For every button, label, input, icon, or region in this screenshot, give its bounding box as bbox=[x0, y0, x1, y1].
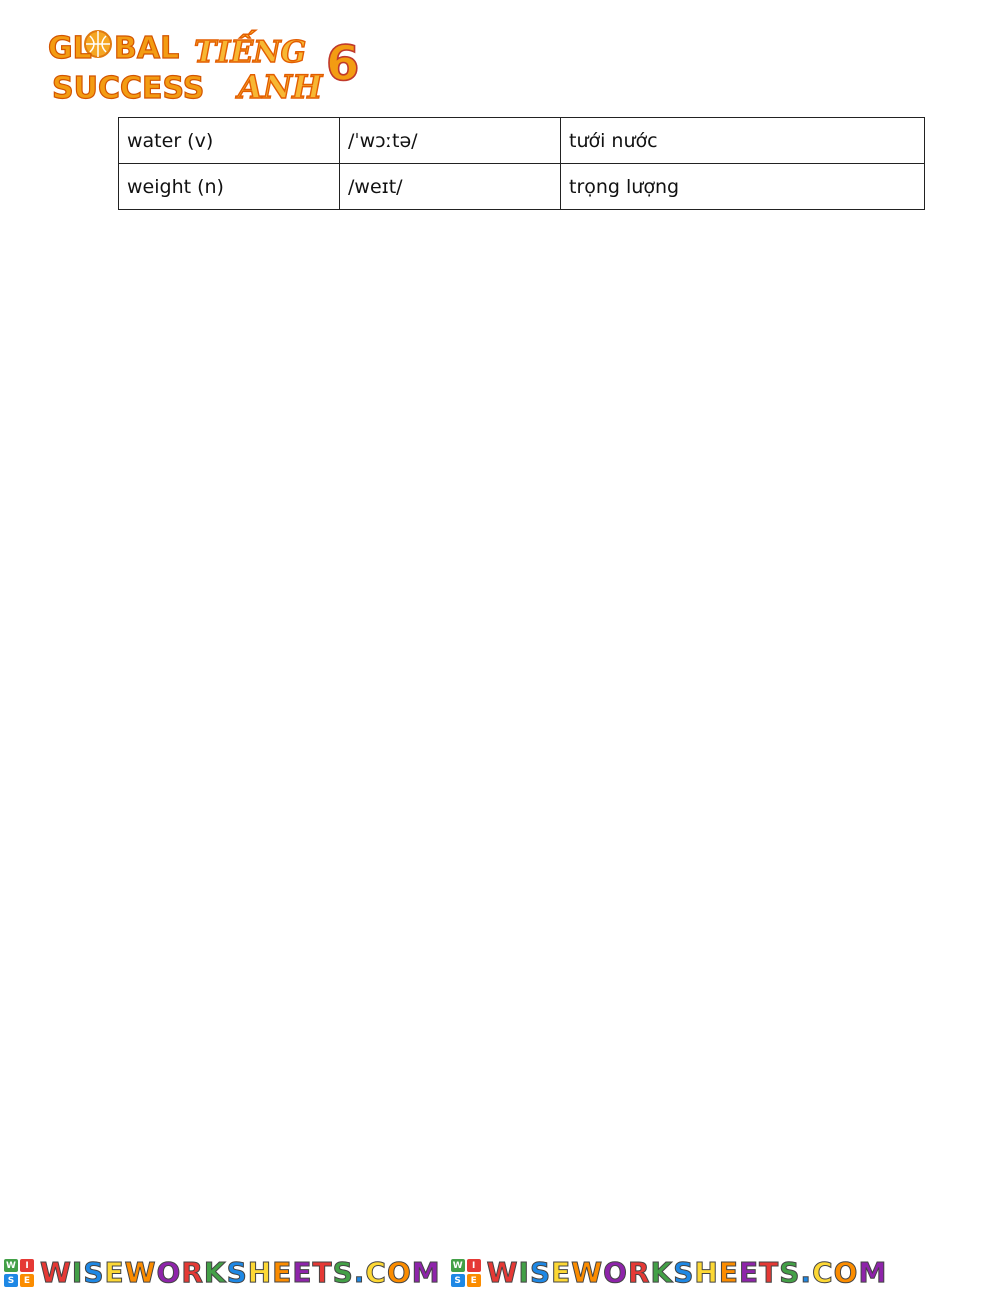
logo-line2-text: SUCCESS bbox=[52, 71, 205, 106]
svg-text:6: 6 bbox=[326, 36, 360, 92]
watermark-letter: H bbox=[247, 1256, 273, 1289]
watermark-letter: S bbox=[83, 1256, 105, 1289]
icon-letter: W bbox=[451, 1259, 465, 1272]
svg-text:ANH: ANH bbox=[238, 68, 323, 106]
watermark-letter: E bbox=[104, 1256, 125, 1289]
watermark-letter: S bbox=[673, 1256, 695, 1289]
watermark-letter: . bbox=[353, 1256, 366, 1289]
watermark-letter: C bbox=[365, 1256, 387, 1289]
watermark-letter: E bbox=[292, 1256, 313, 1289]
watermark-letter: E bbox=[739, 1256, 760, 1289]
watermark-letter: W bbox=[486, 1256, 519, 1289]
watermark-letter: O bbox=[156, 1256, 182, 1289]
ipa-cell: /ˈwɔːtə/ bbox=[340, 118, 561, 164]
watermark-letter: R bbox=[181, 1256, 204, 1289]
watermark-letter: K bbox=[650, 1256, 674, 1289]
svg-text:TIẾNG: TIẾNG bbox=[194, 35, 307, 70]
logo-line1b-text: BAL bbox=[114, 31, 180, 66]
icon-letter: E bbox=[20, 1274, 34, 1287]
watermark-letter: C bbox=[812, 1256, 834, 1289]
icon-letter: S bbox=[451, 1274, 465, 1287]
watermark-letter: S bbox=[529, 1256, 552, 1289]
logo-graphic bbox=[46, 22, 376, 108]
watermark-unit bbox=[451, 1256, 888, 1289]
icon-letter: E bbox=[467, 1274, 481, 1287]
watermark-letter: S bbox=[332, 1256, 354, 1289]
vocabulary-table bbox=[118, 117, 925, 210]
watermark-letter: I bbox=[518, 1256, 530, 1289]
watermark-letter: T bbox=[312, 1256, 333, 1289]
icon-letter: I bbox=[20, 1259, 34, 1272]
watermark-letter: O bbox=[386, 1256, 412, 1289]
watermark-letter: E bbox=[551, 1256, 572, 1289]
watermark-letter: E bbox=[272, 1256, 293, 1289]
icon-letter: I bbox=[467, 1259, 481, 1272]
watermark-letter: K bbox=[203, 1256, 227, 1289]
watermark-letter: O bbox=[833, 1256, 859, 1289]
watermark-text bbox=[40, 1256, 441, 1289]
global-success-logo bbox=[48, 31, 204, 106]
watermark-text bbox=[486, 1256, 888, 1289]
table-row bbox=[119, 118, 925, 164]
word-cell: weight (n) bbox=[119, 164, 340, 210]
watermark-letter: S bbox=[226, 1256, 248, 1289]
watermark-unit bbox=[4, 1256, 441, 1289]
tieng-anh-title bbox=[194, 30, 359, 106]
watermark-letter: R bbox=[627, 1256, 651, 1289]
icon-letter: S bbox=[4, 1274, 18, 1287]
icon-letter: W bbox=[4, 1259, 18, 1272]
watermark-letter: W bbox=[124, 1256, 157, 1289]
watermark-letter: . bbox=[800, 1256, 813, 1289]
wise-logo-icon bbox=[4, 1259, 34, 1287]
meaning-cell: trọng lượng bbox=[561, 164, 925, 210]
watermark-letter: W bbox=[571, 1256, 604, 1289]
header-logos bbox=[46, 22, 376, 108]
logo-line1-text: GL bbox=[48, 31, 92, 66]
watermark-banner bbox=[0, 1255, 1000, 1291]
wise-logo-icon bbox=[451, 1259, 481, 1287]
watermark-letter: M bbox=[858, 1256, 888, 1289]
watermark-letter: W bbox=[40, 1256, 72, 1289]
word-cell: water (v) bbox=[119, 118, 340, 164]
watermark-letter: M bbox=[411, 1256, 441, 1289]
watermark-letter: H bbox=[694, 1256, 719, 1289]
ipa-cell: /weɪt/ bbox=[340, 164, 561, 210]
table-row bbox=[119, 164, 925, 210]
watermark-letter: S bbox=[779, 1256, 801, 1289]
meaning-cell: tưới nước bbox=[561, 118, 925, 164]
watermark-letter: E bbox=[718, 1256, 739, 1289]
watermark-letter: O bbox=[603, 1256, 628, 1289]
watermark-letter: T bbox=[759, 1256, 780, 1289]
watermark-letter: I bbox=[71, 1256, 84, 1289]
